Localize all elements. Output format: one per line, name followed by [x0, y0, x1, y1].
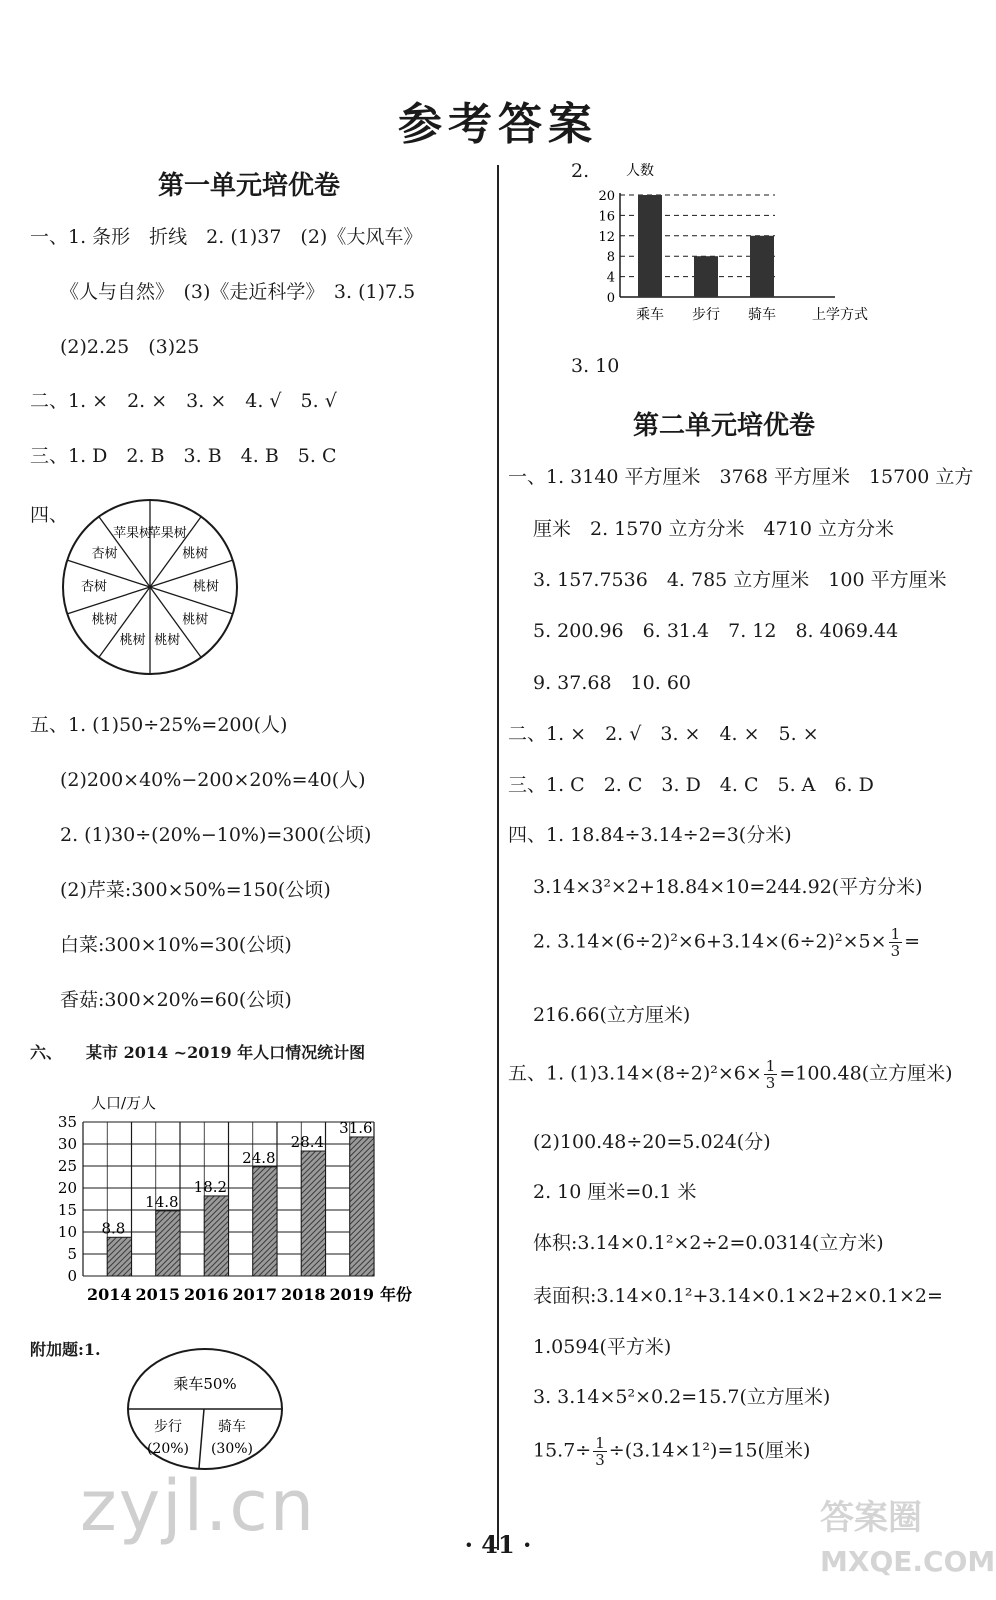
wheel-label: 桃树 — [154, 632, 181, 648]
answer-line: (2)100.48÷20=5.024(分) — [533, 1131, 771, 1153]
answer-line: 216.66(立方厘米) — [533, 1004, 691, 1026]
answer-line: 三、1. C 2. C 3. D 4. C 5. A 6. D — [508, 774, 874, 796]
y-tick-label: 0 — [606, 291, 615, 306]
x-tick-label: 步行 — [692, 307, 720, 323]
answer-line: 二、1. × 2. √ 3. × 4. × 5. × — [508, 723, 819, 745]
x-tick-label: 2015 — [135, 1285, 181, 1304]
bar — [156, 1211, 180, 1276]
answer-line: 5. 200.96 6. 31.4 7. 12 8. 4069.44 — [533, 620, 899, 642]
y-tick-label: 10 — [57, 1223, 77, 1241]
pie-label-bike-pct: (30%) — [210, 1441, 254, 1457]
x-tick-label: 2014 — [86, 1285, 132, 1304]
wheel-label: 杏树 — [91, 546, 118, 562]
answer-line: 体积:3.14×0.1²×2÷2=0.0314(立方米) — [533, 1232, 884, 1254]
bonus-label: 附加题:1. — [30, 1340, 101, 1359]
answer-line: (2)芹菜:300×50%=150(公顷) — [60, 879, 331, 901]
unit-1-heading: 第一单元培优卷 — [158, 171, 341, 201]
data-label: 8.8 — [101, 1219, 126, 1238]
x-tick-label: 2018 — [280, 1285, 326, 1304]
answer-line: 表面积:3.14×0.1²+3.14×0.1×2+2×0.1×2= — [533, 1285, 943, 1307]
answer-line-with-fraction: 15.7÷ $\frac{1}{3}$ ÷(3.14×1²)=15(厘米) — [533, 1434, 811, 1469]
y-tick-label: 8 — [606, 250, 615, 266]
wheel-spoke — [150, 560, 233, 587]
spinner-wheel-diagram — [60, 497, 240, 677]
answer-line: 3. 10 — [571, 355, 620, 377]
answer-line-with-fraction: 2. 3.14×(6÷2)²×6+3.14×(6÷2)²×5× $\frac{1}{3}$ = — [533, 925, 921, 960]
answer-line: 五、1. (1)50÷25%=200(人) — [30, 714, 288, 736]
q2-label: 2. — [571, 160, 590, 182]
x-axis-label: 年份 — [380, 1285, 413, 1304]
y-tick-label: 15 — [57, 1201, 77, 1219]
answer-line: 1.0594(平方米) — [533, 1336, 672, 1358]
wheel-label: 苹果树 — [147, 526, 187, 542]
pie-label-walk: 步行 — [154, 1419, 182, 1435]
y-tick-label: 30 — [57, 1135, 77, 1153]
watermark-daanquan: 答案圈 — [820, 1498, 922, 1538]
wheel-label: 桃树 — [119, 632, 146, 648]
page-title: 参考答案 — [398, 99, 598, 150]
pie-label-bus: 乘车50% — [173, 1375, 237, 1393]
y-tick-label: 0 — [67, 1267, 77, 1285]
wheel-label: 苹果树 — [113, 526, 153, 542]
answer-line: 《人与自然》 (3)《走近科学》 3. (1)7.5 — [60, 281, 416, 303]
y-tick-label: 20 — [57, 1179, 77, 1197]
bar — [694, 256, 718, 297]
wheel-spoke — [67, 587, 150, 614]
x-tick-label: 骑车 — [748, 307, 776, 323]
wheel-label: 桃树 — [182, 612, 209, 628]
pie-label-bike: 骑车 — [218, 1419, 246, 1435]
wheel-label: 杏树 — [80, 579, 108, 595]
answer-line: 一、1. 条形 折线 2. (1)37 (2)《大风车》 — [30, 226, 423, 248]
y-tick-label: 25 — [57, 1157, 77, 1175]
answer-line: 2. (1)30÷(20%−10%)=300(公顷) — [60, 824, 372, 846]
answer-line: 9. 37.68 10. 60 — [533, 672, 691, 694]
answer-line-with-fraction: 五、1. (1)3.14×(8÷2)²×6× $\frac{1}{3}$ =100.48(立方厘米) — [508, 1057, 953, 1092]
wheel-label: 桃树 — [192, 579, 220, 595]
y-tick-label: 16 — [598, 209, 615, 225]
fraction: $\frac{1}{3}$ — [595, 1434, 605, 1469]
data-label: 28.4 — [290, 1133, 325, 1152]
transport-pie-diagram — [124, 1345, 286, 1473]
y-axis-label: 人数 — [626, 163, 654, 179]
answer-line: 四、1. 18.84÷3.14÷2=3(分米) — [508, 824, 792, 846]
answer-line: 一、1. 3140 平方厘米 3768 平方厘米 15700 立方 — [508, 466, 974, 488]
x-tick-label: 乘车 — [636, 307, 664, 323]
answer-line: 白菜:300×10%=30(公顷) — [60, 934, 292, 956]
answer-line: 3. 157.7536 4. 785 立方厘米 100 平方厘米 — [533, 569, 947, 591]
data-label: 31.6 — [339, 1118, 373, 1137]
x-tick-label: 2016 — [183, 1285, 229, 1304]
y-tick-label: 35 — [57, 1113, 77, 1131]
population-bar-chart — [35, 1086, 435, 1308]
unit-2-heading: 第二单元培优卷 — [633, 411, 816, 441]
y-axis-label: 人口/万人 — [91, 1094, 157, 1112]
fraction: $\frac{1}{3}$ — [890, 925, 901, 960]
watermark-mxqe: MXQE.COM — [820, 1545, 996, 1578]
wheel-spoke — [67, 560, 150, 587]
wheel-label: 桃树 — [91, 612, 118, 628]
bar — [301, 1151, 325, 1276]
y-tick-label: 5 — [67, 1245, 77, 1263]
answer-line: 二、1. × 2. × 3. × 4. √ 5. √ — [30, 390, 337, 412]
data-label: 18.2 — [193, 1177, 228, 1196]
answer-line: 三、1. D 2. B 3. B 4. B 5. C — [30, 445, 337, 467]
data-label: 14.8 — [145, 1192, 179, 1211]
bar — [350, 1137, 374, 1276]
x-axis-label: 上学方式 — [812, 307, 868, 323]
bar — [107, 1237, 131, 1276]
x-tick-label: 2019 — [329, 1285, 375, 1304]
answer-line: 3.14×3²×2+18.84×10=244.92(平方分米) — [533, 876, 923, 898]
column-divider — [497, 165, 499, 1550]
wheel-spoke — [150, 587, 233, 614]
watermark-zyjl: zyjl.cn — [80, 1465, 317, 1547]
chart-title-line: 六、 某市 2014 ~2019 年人口情况统计图 — [30, 1043, 366, 1062]
pie-label-walk-pct: (20%) — [146, 1441, 190, 1457]
answer-line: 3. 3.14×5²×0.2=15.7(立方厘米) — [533, 1386, 831, 1408]
bar — [638, 195, 662, 297]
fraction: $\frac{1}{3}$ — [765, 1057, 776, 1092]
bar — [204, 1196, 228, 1276]
answer-line: 四、 — [30, 504, 69, 526]
x-tick-label: 2017 — [232, 1285, 278, 1304]
bar — [750, 236, 774, 297]
y-tick-label: 4 — [606, 270, 615, 286]
wheel-label: 桃树 — [182, 546, 209, 562]
bar — [253, 1167, 277, 1276]
answer-line: 香菇:300×20%=60(公顷) — [60, 989, 292, 1011]
y-tick-label: 12 — [598, 229, 615, 245]
answer-line: 厘米 2. 1570 立方分米 4710 立方分米 — [533, 518, 894, 540]
transport-bar-chart — [585, 155, 875, 330]
page-number: · 41 · — [464, 1530, 532, 1559]
y-tick-label: 20 — [598, 189, 615, 204]
answer-line: 2. 10 厘米=0.1 米 — [533, 1181, 697, 1203]
answer-line: (2)200×40%−200×20%=40(人) — [60, 769, 366, 791]
data-label: 24.8 — [242, 1148, 276, 1167]
answer-line: (2)2.25 (3)25 — [60, 336, 200, 358]
